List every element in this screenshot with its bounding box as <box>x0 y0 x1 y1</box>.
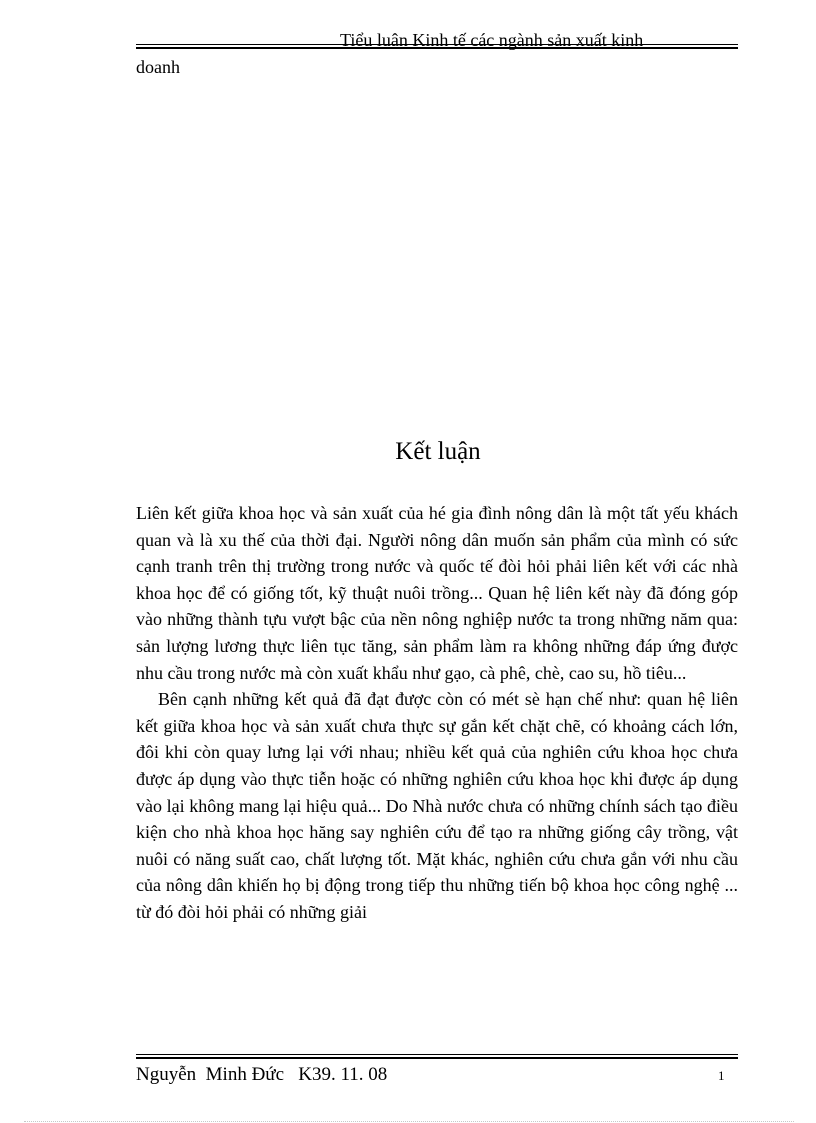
page-number: 1 <box>718 1068 725 1083</box>
header-title: Tiểu luận Kinh tế các ngành sản xuất kinh <box>340 30 644 50</box>
footer-rule-top <box>136 1054 738 1055</box>
footer-rule-bottom <box>136 1057 738 1059</box>
paragraph-2: Bên cạnh những kết quả đã đạt được còn có mét sè hạn chế như: quan hệ liên kết giữa khoa học và sản xuất chưa thực sự gắn kết chặt chẽ, có khoảng cách lớn, đôi khi còn quay lưng lại với nhau; nhiều kết quả của nghiên cứu khoa học chưa được áp dụng vào thực tiễn hoặc có những nghiên cứu khoa học khi được áp dụng vào lại không mang lại hiệu quả... Do Nhà nước chưa có những chính sách tạo điều kiện cho nhà khoa học hăng say nghiên cứu để tạo ra những giống cây trồng, vật nuôi có năng suất cao, chất lượng tốt. Mặt khác, nghiên cứu chưa gắn với nhu cầu của nông dân khiến họ bị động trong tiếp thu những tiến bộ khoa học công nghệ ... từ đó đòi hỏi phải có những giải <box>136 689 738 922</box>
header-rule-top <box>136 44 738 45</box>
header-title-continuation: doanh <box>136 57 180 77</box>
body-text <box>136 500 738 926</box>
section-heading: Kết luận <box>395 438 481 465</box>
header-rule-bottom <box>136 47 738 49</box>
footer-author: Nguyễn Minh Đức K39. 11. 08 <box>136 1064 388 1085</box>
paragraph-1: Liên kết giữa khoa học và sản xuất của hé gia đình nông dân là một tất yếu khách quan và là xu thế của thời đại. Người nông dân muốn sản phẩm của mình có sức cạnh tranh trên thị trường trong nước và quốc tế đòi hỏi phải liên kết với các nhà khoa học để có giống tốt, kỹ thuật nuôi trồng... Quan hệ liên kết này đã đóng góp vào những thành tựu vượt bậc của nền nông nghiệp nước ta trong những năm qua: sản lượng lương thực liên tục tăng, sản phẩm làm ra không những đáp ứng được nhu cầu trong nước mà còn xuất khẩu như gạo, cà phê, chè, cao su, hồ tiêu... <box>136 503 738 683</box>
page-edge-divider <box>24 1121 794 1122</box>
